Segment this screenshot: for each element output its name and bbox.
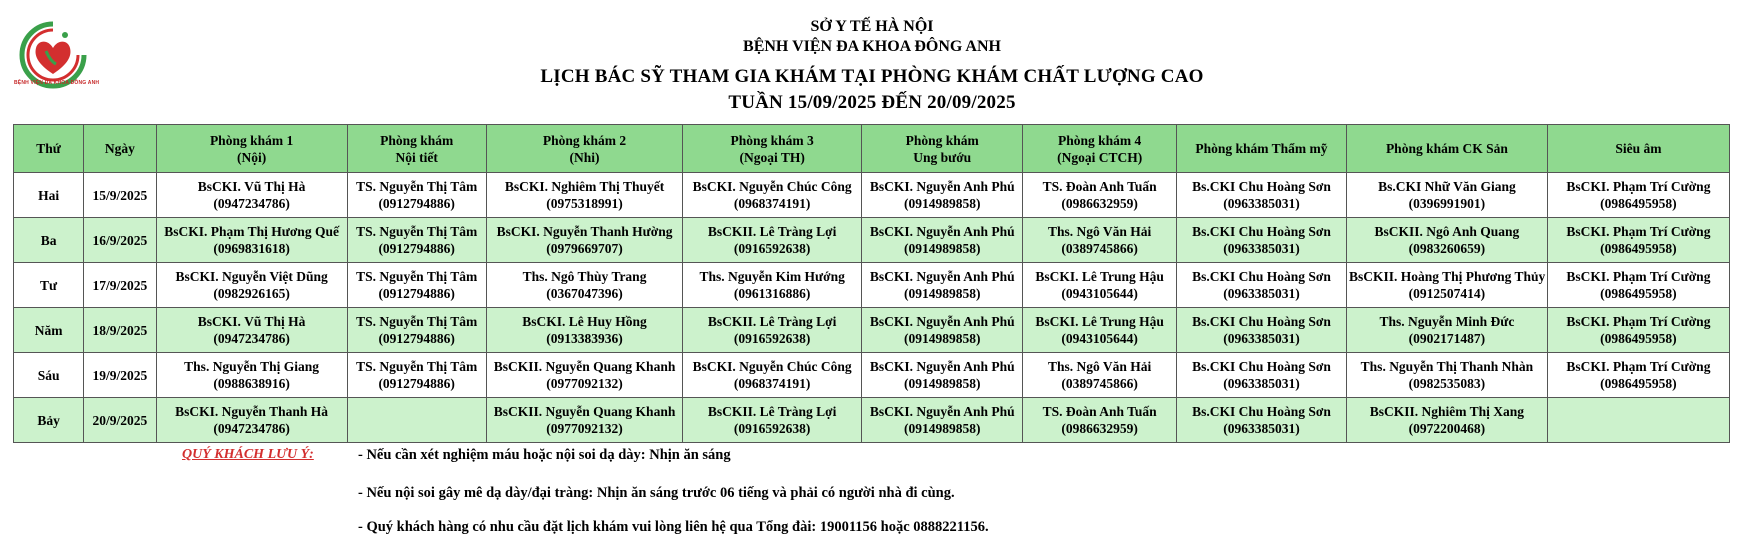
doctor-phone: (0975318991) [546,196,623,211]
doctor-phone: (0986495958) [1600,241,1677,256]
doctor-cell [1547,263,1729,308]
doctor-phone: (0986495958) [1600,376,1677,391]
doctor-phone: (0963385031) [1223,196,1300,211]
doctor-phone: (0943105644) [1061,331,1138,346]
doctor-name: BsCKI. Vũ Thị Hà [197,314,306,329]
doctor-cell [683,218,862,263]
doctor-name: TS. Nguyễn Thị Tâm [356,314,478,329]
day-cell: Bảy [14,398,84,443]
doctor-name: BsCKI. Nguyễn Anh Phú [869,404,1015,419]
day-cell: Tư [14,263,84,308]
date-cell: 15/9/2025 [84,173,156,218]
doctor-cell [486,308,682,353]
doctor-cell [1347,353,1548,398]
doctor-name: BsCKI. Nguyễn Anh Phú [869,179,1015,194]
doctor-cell [347,173,486,218]
doctor-phone: (0979669707) [546,241,623,256]
column-header: Phòng khám 1 (Nội) [156,125,347,173]
doctor-cell [1023,218,1177,263]
doctor-cell [347,353,486,398]
doctor-name: Ths. Nguyễn Kim Hướng [699,269,845,284]
department-title: SỞ Y TẾ HÀ NỘI [810,18,934,35]
doctor-name: TS. Nguyễn Thị Tâm [356,179,478,194]
doctor-phone: (0947234786) [213,331,290,346]
doctor-phone: (0986495958) [1600,286,1677,301]
doctor-phone: (0968374191) [733,196,811,211]
doctor-cell [486,218,682,263]
doctor-name: BsCKI. Phạm Trí Cường [1566,224,1711,239]
column-header: Phòng khám 3 (Ngoại TH) [683,125,862,173]
doctor-phone: (0988638916) [213,376,290,391]
table-row [14,173,1730,218]
doctor-phone: (0977092132) [546,376,623,391]
doctor-phone: (0963385031) [1223,421,1300,436]
doctor-phone: (0983260659) [1408,241,1486,256]
doctor-name: Ths. Ngô Văn Hải [1048,224,1152,239]
column-header: Siêu âm [1547,125,1729,173]
doctor-phone: (0914989858) [903,421,981,436]
table-row [14,398,1730,443]
column-header: Phòng khám Ung bướu [862,125,1023,173]
doctor-cell [683,398,862,443]
doctor-phone: (0916592638) [733,421,811,436]
doctor-name: BsCKI. Phạm Thị Hương Quế [164,224,339,239]
doctor-cell [1547,308,1729,353]
doctor-cell [1347,218,1548,263]
column-header: Thứ [14,125,84,173]
doctor-cell [156,263,347,308]
doctor-cell [486,173,682,218]
doctor-name: BsCKI. Phạm Trí Cường [1566,179,1711,194]
doctor-name: BsCKI. Phạm Trí Cường [1566,269,1711,284]
doctor-cell [1347,173,1548,218]
note-line: - Nếu cần xét nghiệm máu hoặc nội soi dạ dày: Nhịn ăn sáng [358,447,731,463]
column-header: Phòng khám Nội tiết [347,125,486,173]
doctor-name: TS. Nguyễn Thị Tâm [356,224,478,239]
doctor-cell [1347,398,1548,443]
doctor-name: TS. Đoàn Anh Tuấn [1042,179,1157,194]
doctor-phone: (0963385031) [1223,376,1300,391]
column-header: Phòng khám 2 (Nhi) [486,125,682,173]
doctor-cell [862,173,1023,218]
doctor-cell [347,218,486,263]
doctor-cell [347,398,486,443]
doctor-cell [1347,308,1548,353]
day-cell: Sáu [14,353,84,398]
doctor-phone: (0963385031) [1223,331,1300,346]
doctor-phone: (0914989858) [903,241,981,256]
note-line: - Nếu nội soi gây mê dạ dày/đại tràng: Nhịn ăn sáng trước 06 tiếng và phải có người nhà đi cùng. [358,485,955,501]
doctor-phone: (0914989858) [903,196,981,211]
doctor-phone: (0982535083) [1408,376,1486,391]
doctor-cell [1547,173,1729,218]
table-row [14,308,1730,353]
doctor-cell [1176,173,1346,218]
doctor-name: Bs.CKI Chu Hoàng Sơn [1192,269,1331,284]
doctor-cell [1547,218,1729,263]
doctor-cell [156,398,347,443]
doctor-phone: (0968374191) [733,376,811,391]
doctor-phone: (0986495958) [1600,196,1677,211]
day-cell: Năm [14,308,84,353]
doctor-cell [1023,353,1177,398]
doctor-phone: (0389745866) [1061,376,1138,391]
doctor-name: BsCKI. Lê Trung Hậu [1035,269,1164,284]
doctor-cell [486,353,682,398]
doctor-phone: (0986495958) [1600,331,1677,346]
column-header: Phòng khám CK Sản [1347,125,1548,173]
doctor-name: TS. Đoàn Anh Tuấn [1042,404,1157,419]
schedule-table [13,124,1730,443]
doctor-name: Ths. Ngô Văn Hải [1048,359,1152,374]
doctor-name: BsCKI. Lê Huy Hồng [522,314,647,329]
date-cell: 20/9/2025 [84,398,156,443]
doctor-name: BsCKII. Lê Tràng Lợi [707,404,837,419]
date-cell: 17/9/2025 [84,263,156,308]
doctor-phone: (0961316886) [733,286,811,301]
doctor-name: BsCKII. Nguyễn Quang Khanh [493,404,676,419]
doctor-phone: (0913383936) [546,331,623,346]
day-cell: Ba [14,218,84,263]
doctor-phone: (0912507414) [1408,286,1486,301]
notes-title: QUÝ KHÁCH LƯU Ý: [182,447,314,462]
doctor-cell [862,398,1023,443]
doctor-name: BsCKII. Hoàng Thị Phương Thủy [1349,269,1546,284]
doctor-name: Bs.CKI Chu Hoàng Sơn [1192,179,1331,194]
doctor-phone: (0963385031) [1223,286,1300,301]
doctor-cell [683,173,862,218]
doctor-cell [1023,263,1177,308]
doctor-name: Bs.CKI Chu Hoàng Sơn [1192,224,1331,239]
doctor-name: BsCKI. Nghiêm Thị Thuyết [504,179,665,194]
doctor-cell [1176,353,1346,398]
doctor-phone: (0916592638) [733,331,811,346]
doctor-name: BsCKI. Phạm Trí Cường [1566,314,1711,329]
doctor-name: Bs.CKI Chu Hoàng Sơn [1192,359,1331,374]
doctor-cell [156,308,347,353]
doctor-cell [1023,173,1177,218]
doctor-name: BsCKII. Nguyễn Quang Khanh [493,359,676,374]
doctor-name: BsCKI. Nguyễn Anh Phú [869,314,1015,329]
doctor-name: BsCKII. Lê Tràng Lợi [707,314,837,329]
logo-caption: BỆNH VIỆN ĐA KHOA ĐÔNG ANH [14,80,100,86]
doctor-cell [347,308,486,353]
doctor-cell [862,353,1023,398]
doctor-cell [683,263,862,308]
doctor-name: Ths. Nguyễn Thị Giang [184,359,319,374]
day-cell: Hai [14,173,84,218]
column-header: Ngày [84,125,156,173]
doctor-phone: (0902171487) [1408,331,1486,346]
doctor-name: BsCKI. Nguyễn Thanh Hường [496,224,673,239]
doctor-cell [862,263,1023,308]
doctor-name: BsCKI. Nguyễn Chúc Công [692,179,852,194]
doctor-name: Ths. Nguyễn Minh Đức [1379,314,1515,329]
table-row [14,263,1730,308]
schedule-week: TUẦN 15/09/2025 ĐẾN 20/09/2025 [728,92,1016,113]
doctor-phone: (0943105644) [1061,286,1138,301]
doctor-name: BsCKI. Nguyễn Anh Phú [869,224,1015,239]
doctor-cell [347,263,486,308]
doctor-cell [683,308,862,353]
doctor-phone: (0982926165) [213,286,290,301]
doctor-name: Ths. Ngô Thùy Trang [522,269,647,284]
date-cell: 18/9/2025 [84,308,156,353]
table-row [14,218,1730,263]
doctor-name: BsCKI. Nguyễn Thanh Hà [175,404,328,419]
doctor-phone: (0947234786) [213,421,290,436]
doctor-phone: (0912794886) [378,196,455,211]
doctor-cell [1176,398,1346,443]
doctor-name: BsCKI. Lê Trung Hậu [1035,314,1164,329]
doctor-cell [486,263,682,308]
doctor-phone: (0916592638) [733,241,811,256]
doctor-name: BsCKI. Nguyễn Chúc Công [692,359,852,374]
doctor-phone: (0912794886) [378,376,455,391]
doctor-phone: (0396991901) [1408,196,1486,211]
doctor-name: BsCKII. Nghiêm Thị Xang [1369,404,1525,419]
hospital-name: BỆNH VIỆN ĐA KHOA ĐÔNG ANH [743,38,1001,55]
doctor-cell [862,218,1023,263]
doctor-name: BsCKI. Vũ Thị Hà [197,179,306,194]
doctor-phone: (0914989858) [903,331,981,346]
doctor-name: BsCKI. Nguyễn Anh Phú [869,359,1015,374]
doctor-phone: (0969831618) [213,241,290,256]
doctor-phone: (0912794886) [378,331,455,346]
doctor-cell [1176,263,1346,308]
doctor-cell [1176,308,1346,353]
doctor-cell [156,218,347,263]
doctor-cell [1023,398,1177,443]
column-header: Phòng khám Thẩm mỹ [1176,125,1346,173]
column-header: Phòng khám 4 (Ngoại CTCH) [1023,125,1177,173]
doctor-name: BsCKI. Nguyễn Việt Dũng [175,269,328,284]
doctor-name: BsCKII. Lê Tràng Lợi [707,224,837,239]
doctor-name: BsCKII. Ngô Anh Quang [1374,224,1520,239]
schedule-title: LỊCH BÁC SỸ THAM GIA KHÁM TẠI PHÒNG KHÁM CHẤT LƯỢNG CAO [540,66,1204,87]
doctor-phone: (0947234786) [213,196,290,211]
table-header-row [14,125,1730,173]
doctor-phone: (0914989858) [903,286,981,301]
doctor-cell [156,353,347,398]
doctor-name: Bs.CKI Chu Hoàng Sơn [1192,404,1331,419]
doctor-cell [1347,263,1548,308]
doctor-name: TS. Nguyễn Thị Tâm [356,269,478,284]
doctor-cell [862,308,1023,353]
doctor-cell [156,173,347,218]
doctor-name: Ths. Nguyễn Thị Thanh Nhàn [1360,359,1534,374]
doctor-cell [1547,353,1729,398]
doctor-phone: (0914989858) [903,376,981,391]
doctor-name: BsCKI. Phạm Trí Cường [1566,359,1711,374]
doctor-phone: (0986632959) [1061,421,1138,436]
doctor-cell [1547,398,1729,443]
doctor-name: TS. Nguyễn Thị Tâm [356,359,478,374]
doctor-phone: (0972200468) [1408,421,1486,436]
doctor-name: Bs.CKI Nhữ Văn Giang [1378,179,1516,194]
doctor-cell [683,353,862,398]
doctor-name: BsCKI. Nguyễn Anh Phú [869,269,1015,284]
note-line: - Quý khách hàng có nhu cầu đặt lịch khám vui lòng liên hệ qua Tổng đài: 19001156 hoặc 0888221156. [358,519,989,535]
doctor-phone: (0367047396) [546,286,623,301]
doctor-phone: (0986632959) [1061,196,1138,211]
doctor-name: Bs.CKI Chu Hoàng Sơn [1192,314,1331,329]
table-row [14,353,1730,398]
doctor-cell [1023,308,1177,353]
doctor-phone: (0389745866) [1061,241,1138,256]
doctor-phone: (0963385031) [1223,241,1300,256]
date-cell: 16/9/2025 [84,218,156,263]
date-cell: 19/9/2025 [84,353,156,398]
doctor-phone: (0912794886) [378,241,455,256]
doctor-phone: (0912794886) [378,286,455,301]
doctor-cell [486,398,682,443]
doctor-phone: (0977092132) [546,421,623,436]
doctor-cell [1176,218,1346,263]
